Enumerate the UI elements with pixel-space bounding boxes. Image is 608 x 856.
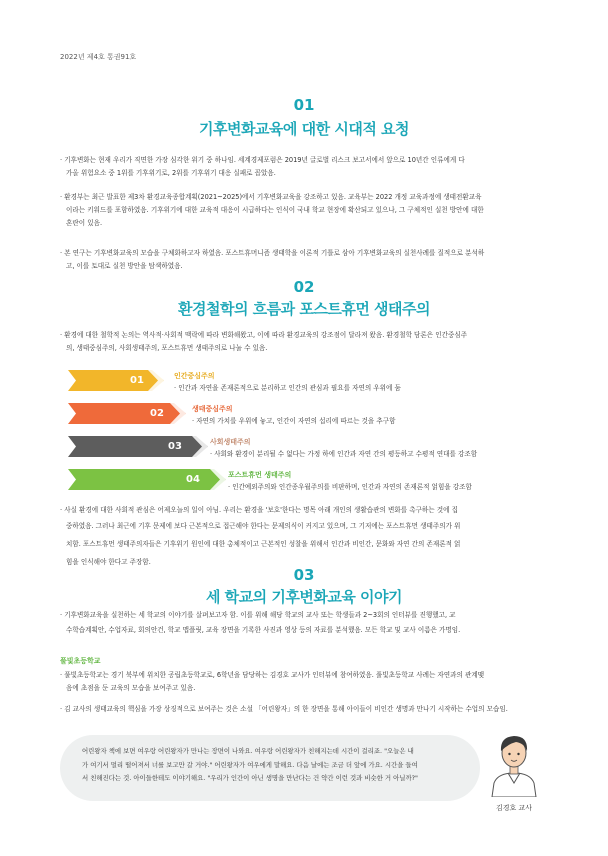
item-description: · 자연의 가치를 우위에 놓고, 인간이 자연의 섭리에 따르는 것을 추구함 xyxy=(192,417,396,425)
school-heading: 풀빛초등학교 xyxy=(60,657,101,665)
section-number: 02 xyxy=(293,278,315,296)
arrow-bar-shape xyxy=(68,370,164,391)
teacher-avatar-icon xyxy=(486,727,542,797)
item-number: 01 xyxy=(130,375,144,386)
section-number: 01 xyxy=(293,96,315,114)
paragraph: · 사실 환경에 대한 사회적 관심은 어제오늘의 일이 아님. 우리는 환경을 '보호'한다는 명목 아래 개인의 생활습관의 변화를 촉구하는 것에 집 중하였음. 그러나 최근에 기후 문제에 보다 근본적으로 접근해야 한다는 문제의식이 커지고 있으며, 그 기저에는 포스트휴먼 생태주의가 위 치함. 포스트휴먼 생태주의자들은 기후위기 원인에 대한 총체적이고 근본적인 성찰을 위해서 인간과 비인간, 문화와 자연 간의 존재론적 얽 힘을 인식해야 한다고 주장함. xyxy=(60,506,461,566)
arrow-bar-shape xyxy=(68,436,208,457)
list-item-bar xyxy=(68,436,208,457)
issue-label: 2022년 제4호 통권91호 xyxy=(60,53,137,61)
item-number: 03 xyxy=(168,441,182,452)
paragraph: · 기후변화는 현재 우리가 직면한 가장 심각한 위기 중 하나임. 세계경제포럼은 2019년 글로벌 리스크 보고서에서 앞으로 10년간 인류에게 다 가올 위험요소 중 1위를 기후위기로, 2위를 기후위기 대응 실패로 꼽았음. xyxy=(60,156,465,177)
paragraph: · 기후변화교육을 실천하는 세 학교의 이야기를 살펴보고자 함. 이를 위해 해당 학교의 교사 또는 학생들과 2~3회의 인터뷰를 진행했고, 교 수학습계획안, 수업자료, 회의안건, 학교 맵플릿, 교육 장면을 기록한 사진과 영상 등의 자료를 분석했음. 모든 학교 및 교사 이름은 가명임. xyxy=(60,611,461,634)
item-number: 04 xyxy=(186,474,200,485)
interview-quote: 어린왕자 책에 보면 여우랑 어린왕자가 만나는 장면이 나와요. 여우랑 어린왕자가 친해지는데 시간이 걸리죠. "오늘은 내 가 여기서 멀리 떨어져서 너를 보고만 갈 거야." 어린왕자가 여우에게 말해요. 다음 날에는 조금 더 앞에 가요. 시간을 들여 서 친해진다는 것. 아이들한테도 이야기해요. "우리가 인간이 아닌 생명을 만난다는 건 약간 이런 것과 비슷한 거 아닐까?" xyxy=(82,747,418,782)
paragraph: · 김 교사의 생태교육의 핵심을 가장 상징적으로 보여주는 것은 소설 「어린왕자」의 한 장면을 통해 아이들이 비인간 생명과 만나기 시작하는 수업의 모습임. xyxy=(60,705,508,713)
arrow-bar-shape xyxy=(68,469,226,490)
item-title: 생태중심주의 xyxy=(192,405,233,413)
list-item-bar xyxy=(68,370,164,391)
paragraph: · 환경부는 최근 발표한 제3차 환경교육종합계획(2021~2025)에서 기후변화교육을 강조하고 있음. 교육부는 2022 개정 교육과정에 생태전환교육 이라는 키워드를 포함하였음. 기후위기에 대한 교육적 대응이 시급하다는 인식이 국내 학교 현장에 확산되고 있으나, 그 구체적인 실천 방안에 대한 혼란이 있음. xyxy=(60,193,484,227)
item-title: 사회생태주의 xyxy=(210,438,251,446)
section-number: 03 xyxy=(293,566,315,584)
list-item-bar xyxy=(68,403,186,424)
teacher-caption: 김경호 교사 xyxy=(495,804,533,812)
item-number: 02 xyxy=(150,408,164,419)
section-title: 세 학교의 기후변화교육 이야기 xyxy=(205,588,403,606)
item-description: · 인간과 자연을 존재론적으로 분리하고 인간의 관심과 필요를 자연의 우위에 둠 xyxy=(174,384,401,392)
paragraph: · 풀빛초등학교는 경기 북부에 위치한 공립초등학교로, 6학년을 담당하는 김경호 교사가 인터뷰에 참여하였음. 풀빛초등학교 사례는 자연과의 관계맺 음에 초점을 둔 교육의 모습을 보여주고 있음. xyxy=(60,671,485,692)
item-description: · 사회와 환경이 분리될 수 없다는 가정 하에 인간과 자연 간의 평등하고 수평적 연대를 강조함 xyxy=(210,450,478,458)
section-title: 환경철학의 흐름과 포스트휴먼 생태주의 xyxy=(178,300,430,318)
item-title: 포스트휴먼 생태주의 xyxy=(228,471,292,479)
list-item-bar xyxy=(68,469,226,490)
paragraph: · 환경에 대한 철학적 논의는 역사적·사회적 맥락에 따라 변화해왔고, 이에 따라 환경교육의 강조점이 달라져 왔음. 환경철학 담론은 인간중심주 의, 생태중심주의, 사회생태주의, 포스트휴먼 생태주의로 나눌 수 있음. xyxy=(60,331,468,352)
item-title: 인간중심주의 xyxy=(174,372,215,380)
paragraph: · 본 연구는 기후변화교육의 모습을 구체화하고자 하였음. 포스트휴머니즘 생태학을 이론적 기틀로 삼아 기후변화교육의 실천사례를 질적으로 분석하 고, 이를 토대로 실천 방안을 탐색하였음. xyxy=(60,249,485,270)
item-description: · 인간예외주의와 인간종우월주의를 비판하며, 인간과 자연의 존재론적 얽힘을 강조함 xyxy=(228,483,472,491)
arrow-bar-shape xyxy=(68,403,186,424)
section-title: 기후변화교육에 대한 시대적 요청 xyxy=(198,120,410,138)
